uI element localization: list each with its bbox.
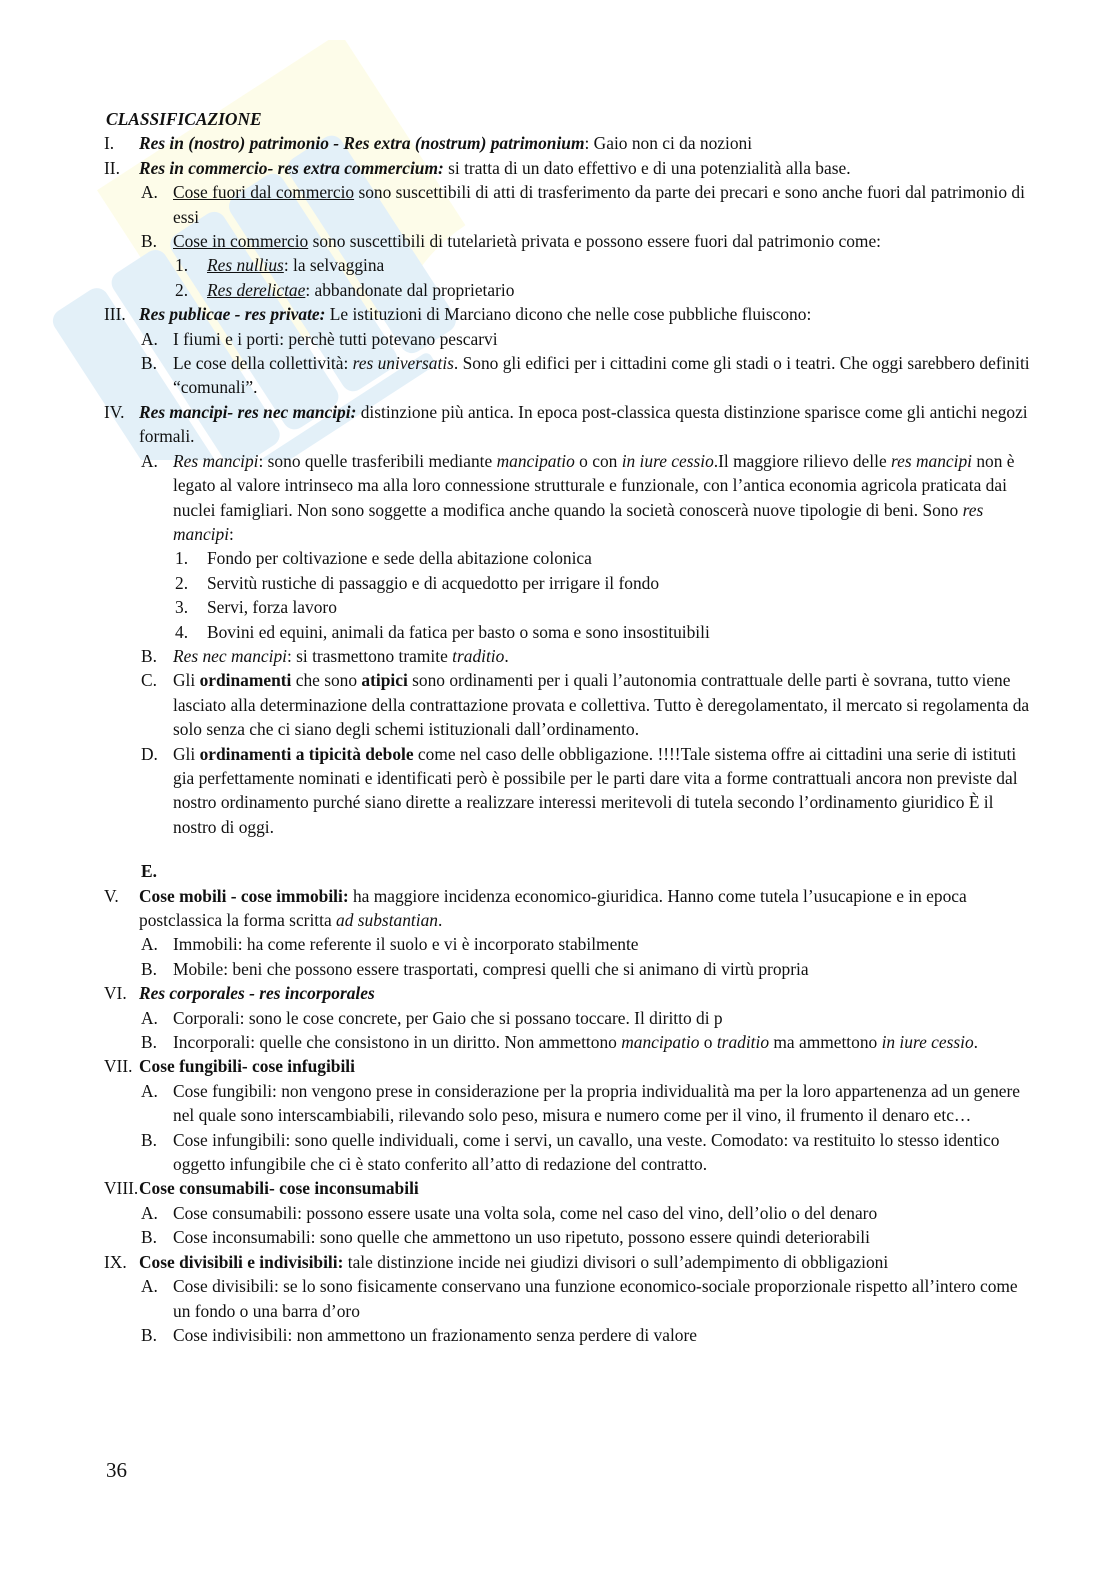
item-text: o — [699, 1032, 717, 1053]
item-text: : sono quelle trasferibili mediante — [258, 450, 497, 471]
item-text: .Il maggiore rilievo delle — [713, 450, 892, 471]
item-text: Servi, forza lavoro — [207, 597, 337, 618]
item-marker: B. — [141, 958, 157, 979]
item-marker: A. — [141, 1080, 158, 1101]
section-text: tale distinzione incide nei giudizi divisori o sull’adempimento di obbligazioni — [343, 1251, 889, 1272]
item-text: sono suscettibili di atti di trasferimento da parte dei precari e sono anche fuori dal patrimonio di essi — [173, 182, 1025, 227]
item-marker: E. — [141, 861, 157, 882]
section-heading: Cose consumabili- cose inconsumabili — [139, 1178, 419, 1199]
item-emphasis: res universatis — [352, 353, 454, 374]
item-marker: A. — [141, 1007, 158, 1028]
section-emphasis: ad substantian — [336, 910, 438, 930]
section-heading: Res in commercio- res extra commercium: — [139, 157, 444, 178]
list-item — [106, 253, 1036, 277]
list-item — [106, 571, 1036, 595]
list-item — [106, 932, 1036, 956]
list-item — [106, 742, 1036, 840]
list-item — [106, 278, 1036, 302]
item-text: Cose inconsumabili: sono quelle che ammettono un uso ripetuto, possono essere quindi deteriorabili — [173, 1227, 870, 1248]
item-marker: A. — [141, 182, 158, 203]
list-item — [106, 1225, 1036, 1249]
item-text: Cose infungibili: sono quelle individuali, come i servi, un cavallo, una veste. Comodato: va restituito lo stesso identico oggetto infungibile che ci è stato conferito all’atto di redazione del contratto. — [173, 1129, 1000, 1175]
item-text: : si trasmettono tramite — [286, 645, 453, 666]
blank-line — [106, 839, 1036, 859]
section-ix — [106, 1250, 1036, 1274]
item-text: Bovini ed equini, animali da fatica per basto o soma e sono insostituibili — [207, 621, 710, 642]
section-iv — [106, 400, 1036, 449]
item-text: Le cose della collettività: — [173, 353, 353, 374]
item-text: Incorporali: quelle che consistono in un diritto. Non ammettono — [173, 1032, 622, 1053]
item-marker: B. — [141, 231, 157, 252]
item-marker: 4. — [175, 621, 189, 642]
section-text: ha maggiore incidenza economico-giuridica. Hanno come tutela l’usucapione e in epoca postclassica la forma scritta — [139, 885, 967, 930]
section-text: distinzione più antica. In epoca post-classica questa distinzione sparisce come gli antichi negozi formali. — [139, 401, 1028, 447]
list-item — [106, 644, 1036, 668]
item-lead: Cose fuori dal commercio — [173, 182, 355, 203]
item-bold: ordinamenti a tipicità debole — [199, 743, 414, 764]
list-item — [106, 1201, 1036, 1225]
item-text: ma ammettono — [769, 1032, 882, 1053]
section-marker: VII. — [104, 1056, 133, 1077]
item-marker: A. — [141, 934, 158, 955]
item-text: non è legato al valore intrinseco ma alla loro connessione strutturale e funzionale, con l’antica economia agricola praticata dai nuclei famigliari. Non sono soggette a modifica anche quando la società conoscerà nuove tipologie di beni. Sono — [173, 450, 1015, 520]
item-lead: Res derelictae — [207, 279, 306, 300]
list-item — [106, 595, 1036, 619]
item-marker: A. — [141, 328, 158, 349]
item-marker: B. — [141, 645, 157, 666]
item-text: : — [229, 523, 234, 544]
item-emphasis: traditio — [452, 645, 505, 666]
section-i — [106, 131, 1036, 155]
section-text: : Gaio non ci da nozioni — [584, 133, 753, 154]
list-item — [106, 620, 1036, 644]
section-marker: III. — [104, 304, 126, 325]
item-text: come nel caso delle obbligazione. !!!!Tale sistema offre ai cittadini una serie di istituti gia perfettamente nominati e identificati però è possibile per le parti dare vita a forme contrattuali ancora non previste dal nostro ordinamento purché siano dirette a realizzare interessi meritevoli di tutela secondo l’ordinamento giuridico È il nostro di oggi. — [173, 743, 1018, 837]
section-vi — [106, 981, 1036, 1005]
item-marker: 3. — [175, 597, 189, 618]
list-item — [106, 180, 1036, 229]
item-emphasis: mancipatio — [496, 450, 575, 471]
item-marker: 2. — [175, 572, 189, 593]
item-text: Gli — [173, 670, 200, 691]
list-item — [106, 229, 1036, 253]
section-text: . — [437, 910, 443, 930]
section-heading: Res corporales - res incorporales — [139, 983, 375, 1004]
item-text: Cose consumabili: possono essere usate una volta sola, come nel caso del vino, dell’olio o del denaro — [173, 1202, 878, 1223]
section-heading: Cose divisibili e indivisibili: — [139, 1251, 344, 1272]
item-text: Gli — [173, 743, 200, 764]
item-text: Immobili: ha come referente il suolo e vi è incorporato stabilmente — [173, 934, 639, 955]
item-lead: Cose in commercio — [173, 231, 309, 252]
item-text: Cose fungibili: non vengono prese in considerazione per la propria individualità ma per la loro appartenenza ad un genere nel quale sono interscambiabili, rilevando solo peso, misura e numero come per il vino, il frumento il denaro etc… — [173, 1080, 1021, 1126]
item-text: Cose indivisibili: non ammettono un frazionamento senza perdere di valore — [173, 1324, 697, 1345]
item-text: Cose divisibili: se lo sono fisicamente conservano una funzione economico-sociale proporzionale rispetto all’intero come un fondo o una barra d’oro — [173, 1276, 1018, 1321]
list-item — [106, 351, 1036, 400]
section-ii — [106, 156, 1036, 180]
item-marker: B. — [141, 1032, 157, 1053]
item-text: : la selvaggina — [283, 255, 385, 276]
section-marker: V. — [104, 885, 119, 906]
item-marker: A. — [141, 1276, 158, 1297]
list-item — [106, 1030, 1036, 1054]
section-text: Le istituzioni di Marciano dicono che nelle cose pubbliche fluiscono: — [325, 304, 812, 325]
item-emphasis: Res nec mancipi — [173, 645, 287, 666]
item-text: . — [504, 645, 509, 666]
section-text: si tratta di un dato effettivo e di una potenzialità alla base. — [443, 157, 851, 178]
section-marker: VIII. — [104, 1178, 139, 1199]
item-emphasis: in iure cessio — [621, 450, 714, 471]
item-emphasis: traditio — [716, 1032, 770, 1053]
item-emphasis: mancipatio — [621, 1032, 700, 1053]
list-item — [106, 1006, 1036, 1030]
item-marker: A. — [141, 450, 158, 471]
section-heading: Res in (nostro) patrimonio - Res extra (nostrum) patrimonium — [139, 133, 585, 154]
section-marker: IV. — [104, 401, 125, 422]
item-emphasis: res mancipi — [891, 450, 972, 471]
item-emphasis: res mancipi — [173, 499, 984, 544]
page-number: 36 — [106, 1458, 127, 1482]
item-text: sono suscettibili di tutelarietà privata e possono essere fuori dal patrimonio come: — [308, 231, 882, 252]
section-viii — [106, 1176, 1036, 1200]
item-marker: 1. — [175, 255, 189, 276]
item-text: . Sono gli edifici per i cittadini come gli stadi o i teatri. Che oggi sarebbero definiti “comunali”. — [173, 353, 1030, 398]
item-marker: C. — [141, 670, 157, 691]
item-text: . — [973, 1032, 979, 1053]
section-marker: II. — [104, 157, 120, 178]
item-text: Fondo per coltivazione e sede della abitazione colonica — [207, 548, 592, 569]
item-text: I fiumi e i porti: perchè tutti potevano pescarvi — [173, 328, 498, 349]
item-marker: D. — [141, 743, 158, 764]
list-item — [106, 546, 1036, 570]
item-marker: 1. — [175, 548, 189, 569]
item-marker: B. — [141, 1324, 157, 1345]
document-content — [106, 107, 1036, 1347]
list-item — [106, 1128, 1036, 1177]
item-text: : abbandonate dal proprietario — [305, 279, 515, 300]
section-heading: Cose mobili - cose immobili: — [139, 885, 349, 906]
item-marker: 2. — [175, 279, 189, 300]
item-bold: atipici — [361, 670, 408, 691]
item-marker: B. — [141, 1129, 157, 1150]
section-marker: VI. — [104, 983, 127, 1004]
list-item — [106, 668, 1036, 741]
list-item — [106, 1323, 1036, 1347]
item-text: Servitù rustiche di passaggio e di acquedotto per irrigare il fondo — [207, 572, 660, 593]
list-item — [106, 327, 1036, 351]
item-text: Mobile: beni che possono essere trasportati, compresi quelli che si animano di virtù propria — [173, 958, 809, 979]
section-heading: Cose fungibili- cose infugibili — [139, 1056, 355, 1077]
item-marker: A. — [141, 1202, 158, 1223]
list-item — [106, 1274, 1036, 1323]
section-heading: Res publicae - res private: — [139, 304, 326, 325]
list-item — [106, 1079, 1036, 1128]
item-marker: B. — [141, 1227, 157, 1248]
section-title: CLASSIFICAZIONE — [106, 109, 262, 129]
list-item — [106, 957, 1036, 981]
section-heading: Res mancipi- res nec mancipi: — [139, 401, 357, 422]
list-item — [106, 449, 1036, 547]
item-text: sono ordinamenti per i quali l’autonomia contrattuale delle parti è sovrana, tutto viene lasciato alla determinazione della contrattazione provata e collettiva. Tutto è deregolamentato, il mercato si regolamenta da solo senza che ci siano degli schemi istituzionali dall’ordinamento. — [173, 670, 1030, 740]
item-marker: B. — [141, 353, 157, 374]
item-lead: Res nullius — [207, 255, 284, 276]
section-vii — [106, 1054, 1036, 1078]
section-marker: I. — [104, 133, 115, 154]
list-item — [106, 859, 1036, 883]
section-iii — [106, 302, 1036, 326]
item-bold: ordinamenti — [199, 670, 292, 691]
item-emphasis: in iure cessio — [881, 1032, 974, 1053]
item-text: Corporali: sono le cose concrete, per Gaio che si possano toccare. Il diritto di p — [173, 1007, 723, 1028]
section-marker: IX. — [104, 1251, 127, 1272]
item-text: o con — [574, 450, 622, 471]
item-text: che sono — [291, 670, 362, 691]
section-v — [106, 884, 1036, 933]
item-emphasis: Res mancipi — [173, 450, 259, 471]
